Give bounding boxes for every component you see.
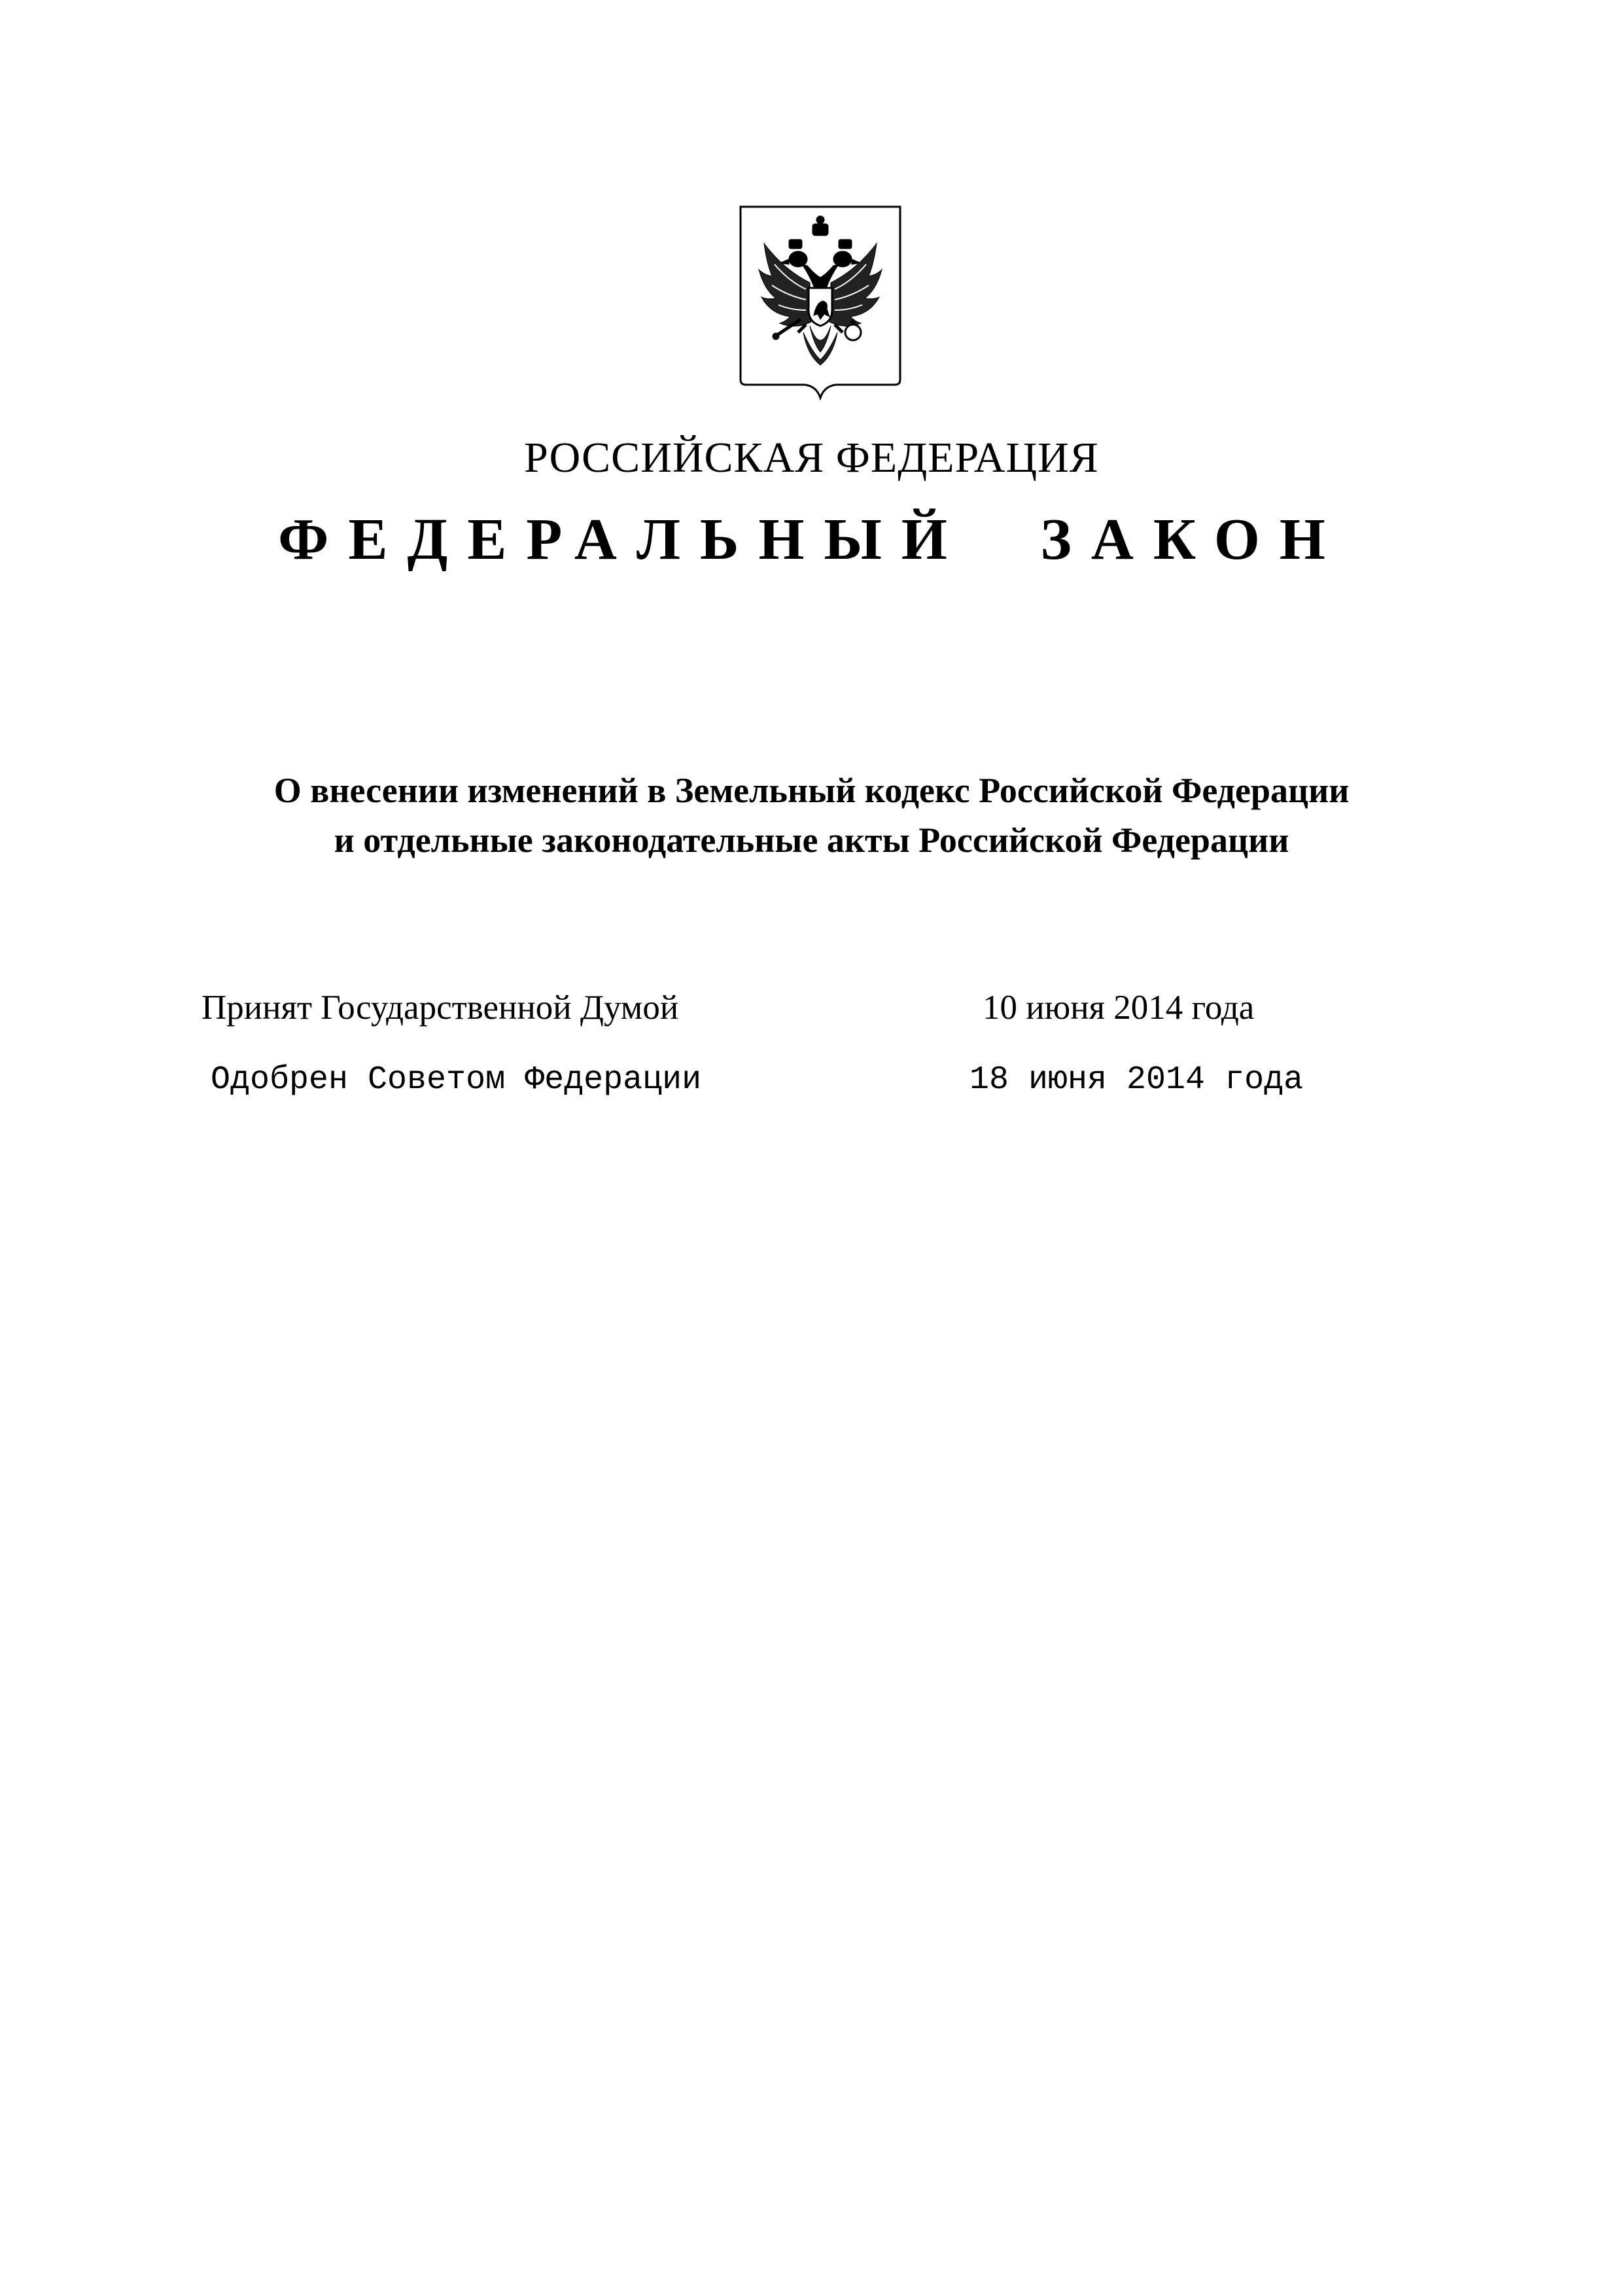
country-name: РОССИЙСКАЯ ФЕДЕРАЦИЯ: [524, 434, 1099, 482]
adopted-date: 10 июня 2014 года: [983, 989, 1255, 1027]
approval-row: [0, 1061, 1623, 1114]
approved-by-council-label: Одобрен Советом Федерации: [211, 1061, 702, 1099]
coat-of-arms-icon: [738, 204, 903, 400]
adoption-row: [0, 988, 1623, 1040]
approved-date: 18 июня 2014 года: [969, 1061, 1304, 1099]
document-type-heading: ФЕДЕРАЛЬНЫЙ ЗАКОН: [278, 507, 1345, 572]
law-title-line-1: О внесении изменений в Земельный кодекс Российской Федерации: [273, 771, 1350, 810]
adopted-by-duma-label: Принят Государственной Думой: [201, 989, 679, 1027]
law-title: [0, 766, 1623, 865]
law-title-line-2: и отдельные законодательные акты Российской Федерации: [334, 821, 1289, 860]
